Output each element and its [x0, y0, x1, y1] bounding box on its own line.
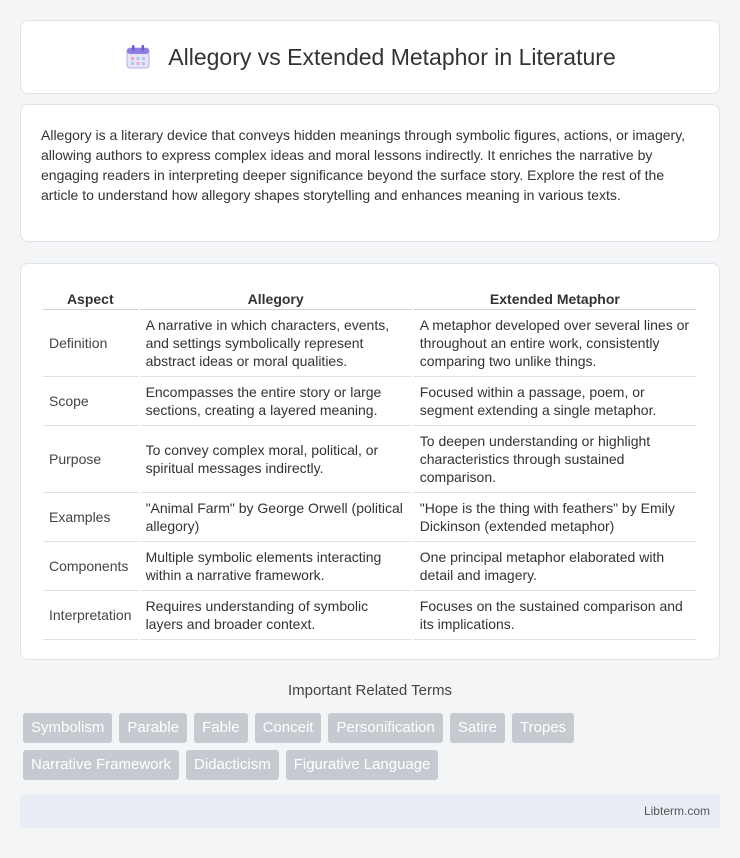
row-aspect: Interpretation: [43, 591, 138, 640]
footer: [20, 794, 720, 828]
table-row: [43, 591, 696, 640]
tag-didacticism[interactable]: Didacticism: [186, 750, 279, 780]
table-row: [43, 493, 696, 542]
tag-fable[interactable]: Fable: [194, 713, 248, 743]
page-title: Allegory vs Extended Metaphor in Literature: [168, 43, 616, 70]
tag-personification[interactable]: Personification: [328, 713, 442, 743]
related-terms-title: Important Related Terms: [288, 682, 452, 699]
row-aspect: Scope: [43, 377, 138, 426]
row-aspect: Purpose: [43, 426, 138, 493]
intro-card: [20, 104, 720, 242]
row-allegory: Requires understanding of symbolic layers and broader context.: [140, 591, 412, 640]
table-row: [43, 542, 696, 591]
intro-text: Allegory is a literary device that conveys hidden meanings through symbolic figures, actions, or imagery, allowing authors to express complex ideas and moral lessons indirectly. It enriches the narrative by engaging readers in interpreting deeper significance beyond the surface story. Explore the rest of the article to understand how allegory shapes storytelling and enhances meaning in various texts.: [41, 127, 686, 203]
row-allegory: Multiple symbolic elements interacting within a narrative framework.: [140, 542, 412, 591]
header: [124, 43, 615, 71]
row-metaphor: To deepen understanding or highlight characteristics through sustained comparison.: [414, 426, 696, 493]
row-metaphor: Focused within a passage, poem, or segment extending a single metaphor.: [414, 377, 696, 426]
comparison-card: [20, 263, 720, 660]
table-row: [43, 377, 696, 426]
tag-row-2: [23, 750, 723, 780]
row-allegory: Encompasses the entire story or large sections, creating a layered meaning.: [140, 377, 412, 426]
table-row: [43, 426, 696, 493]
tag-narrative-framework[interactable]: Narrative Framework: [23, 750, 179, 780]
tag-parable[interactable]: Parable: [119, 713, 187, 743]
comparison-table: [41, 286, 698, 640]
row-aspect: Definition: [43, 310, 138, 377]
row-allegory: "Animal Farm" by George Orwell (political allegory): [140, 493, 412, 542]
tag-satire[interactable]: Satire: [450, 713, 505, 743]
table-row: [43, 310, 696, 377]
tag-tropes[interactable]: Tropes: [512, 713, 574, 743]
tag-symbolism[interactable]: Symbolism: [23, 713, 112, 743]
row-aspect: Components: [43, 542, 138, 591]
row-allegory: A narrative in which characters, events, and settings symbolically represent abstract ideas or moral qualities.: [140, 310, 412, 377]
tag-figurative-language[interactable]: Figurative Language: [286, 750, 439, 780]
row-metaphor: "Hope is the thing with feathers" by Emily Dickinson (extended metaphor): [414, 493, 696, 542]
related-terms: [23, 713, 723, 787]
table-header-row: [43, 286, 696, 310]
header-card: [20, 20, 720, 94]
tag-conceit[interactable]: Conceit: [255, 713, 322, 743]
row-aspect: Examples: [43, 493, 138, 542]
row-metaphor: One principal metaphor elaborated with detail and imagery.: [414, 542, 696, 591]
header-extended-metaphor: Extended Metaphor: [414, 286, 696, 310]
row-metaphor: A metaphor developed over several lines or throughout an entire work, consistently comparing two unlike things.: [414, 310, 696, 377]
row-allegory: To convey complex moral, political, or spiritual messages indirectly.: [140, 426, 412, 493]
footer-brand-link[interactable]: Libterm.com: [643, 804, 710, 818]
tag-row-1: [23, 713, 723, 743]
calendar-icon: [124, 43, 152, 71]
header-aspect: Aspect: [43, 286, 138, 310]
row-metaphor: Focuses on the sustained comparison and its implications.: [414, 591, 696, 640]
header-allegory: Allegory: [140, 286, 412, 310]
